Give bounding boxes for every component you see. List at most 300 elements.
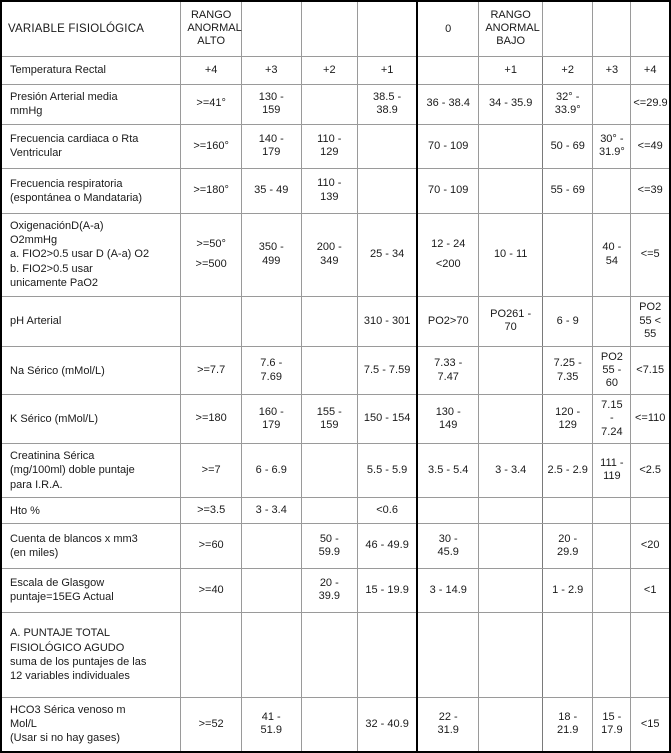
score-value-line: 7.15 (601, 398, 623, 411)
score-value-cell (417, 498, 479, 524)
score-value-cell (631, 84, 670, 124)
score-value-line: <2.5 (639, 463, 662, 476)
score-value-cell (358, 124, 418, 168)
score-value-cell (479, 395, 543, 443)
variable-label-cell (1, 524, 181, 568)
score-value-line: PO2 (639, 301, 662, 314)
score-value-line: 3 - 14.9 (429, 583, 467, 596)
score-value-cell (301, 169, 358, 213)
score-value-line: 29.9 (556, 545, 579, 558)
score-value-line: 349 (320, 254, 339, 267)
header-high-line1: RANGO (190, 9, 232, 22)
score-value-line: 50 - 69 (550, 139, 585, 152)
score-value-line (481, 721, 540, 728)
score-value-cell (358, 612, 418, 697)
score-value-line: 45.9 (437, 545, 459, 558)
score-value-line: 129 (558, 419, 577, 432)
score-value-cell (417, 612, 479, 697)
score-value-cell (241, 612, 301, 697)
variable-label-line: OxigenaciónD(A-a) (10, 219, 104, 232)
header-group-rango-anormal-alto (181, 1, 242, 56)
score-value-cell (593, 213, 631, 296)
score-value-cell (593, 347, 631, 395)
score-value-line: 6 - 9 (556, 314, 579, 327)
score-value-line: 25 - 34 (369, 247, 405, 260)
variable-label-line: Frecuencia cardiaca o Rta (10, 133, 139, 146)
table-row (1, 524, 670, 568)
score-value-line: 22 - (438, 710, 458, 723)
score-value-line (420, 507, 476, 514)
score-value-cell (543, 347, 593, 395)
score-value-line: 21.9 (556, 724, 579, 737)
score-value-line: 5.5 - 5.9 (366, 463, 408, 476)
table-row (1, 84, 670, 124)
score-value-cell (417, 296, 479, 346)
score-value-line: 15 - 19.9 (365, 583, 409, 596)
score-value-line: <200 (435, 258, 461, 271)
score-value-line: 7.6 - (260, 357, 283, 370)
score-value-line (420, 251, 476, 258)
score-col-plus1-low: +1 (479, 56, 543, 84)
score-value-cell (181, 124, 242, 168)
score-value-cell (479, 568, 543, 612)
score-value-cell (543, 524, 593, 568)
score-value-cell (479, 124, 543, 168)
score-value-line: 129 (320, 146, 339, 159)
header-spacer-plus3 (241, 1, 301, 56)
score-value-cell (543, 124, 593, 168)
header-score-row (1, 56, 670, 84)
score-value-line (304, 101, 356, 108)
score-value-line: >=41° (196, 97, 226, 110)
score-value-line: 38.5 - (373, 90, 402, 103)
score-col-plus4-high: +4 (181, 56, 242, 84)
variable-label-line: para I.R.A. (10, 478, 63, 491)
score-value-cell (593, 169, 631, 213)
score-value-line: 10 - 11 (493, 247, 528, 260)
variable-label-line: Frecuencia respiratoria (10, 177, 123, 190)
score-value-cell (593, 498, 631, 524)
score-value-line: PO2 (600, 350, 623, 363)
score-value-line: 46 - 49.9 (365, 539, 409, 552)
variable-label-cell (1, 568, 181, 612)
score-value-cell (181, 395, 242, 443)
score-value-line: 179 (262, 419, 281, 432)
score-value-cell (631, 443, 670, 497)
score-value-line (595, 507, 628, 514)
score-value-line: 55 < (639, 314, 662, 327)
score-value-line: 7.33 - (434, 357, 463, 370)
score-value-line: 7.47 (437, 370, 459, 383)
variable-label-cell (1, 347, 181, 395)
score-value-line (360, 143, 414, 150)
table-row (1, 296, 670, 346)
score-value-line: 150 - 154 (363, 412, 411, 425)
score-col-plus3-high: +3 (241, 56, 301, 84)
score-value-cell (417, 697, 479, 752)
variable-label-line: Presión Arterial media (10, 90, 118, 103)
score-value-cell (631, 612, 670, 697)
header-high-line2: ANORMAL (187, 22, 242, 35)
score-value-cell (479, 612, 543, 697)
score-value-line: PO261 - (490, 307, 532, 320)
score-value-cell (631, 347, 670, 395)
score-value-cell (181, 568, 242, 612)
score-value-cell (593, 124, 631, 168)
variable-label-line: 12 variables individuales (10, 670, 130, 683)
score-value-cell (358, 443, 418, 497)
score-value-line (481, 651, 540, 658)
header-group-rango-anormal-bajo (479, 1, 543, 56)
score-value-line (633, 651, 667, 658)
score-value-line (595, 318, 628, 325)
score-value-cell (241, 498, 301, 524)
score-value-line (183, 651, 239, 658)
table-row (1, 213, 670, 296)
score-value-line (481, 187, 540, 194)
score-value-line: 6 - 6.9 (255, 463, 287, 476)
variable-label-line: (Usar si no hay gases) (10, 732, 121, 745)
score-value-line: 32° - (556, 90, 580, 103)
score-value-line: 159 (262, 104, 281, 117)
score-value-line (360, 187, 414, 194)
score-value-cell (241, 568, 301, 612)
variable-label-line: (espontánea o Mandataria) (10, 191, 143, 204)
score-value-line: 350 - (258, 241, 284, 254)
score-value-cell (301, 443, 358, 497)
score-value-line: >=52 (198, 717, 224, 730)
score-value-line: 3.5 - 5.4 (428, 463, 469, 476)
score-value-line: 140 - (258, 133, 284, 146)
score-value-cell (417, 124, 479, 168)
score-col-plus3-low: +3 (593, 56, 631, 84)
variable-label-line: Mol/L (10, 718, 37, 731)
score-value-cell (241, 347, 301, 395)
score-value-cell (543, 697, 593, 752)
score-value-line: 59.9 (318, 545, 341, 558)
score-value-line: >=3.5 (197, 503, 226, 516)
variable-label-line: Hto % (10, 504, 40, 517)
score-value-line: 3 - 3.4 (255, 503, 287, 516)
table-row (1, 347, 670, 395)
variable-label-cell (1, 169, 181, 213)
score-value-cell (358, 568, 418, 612)
score-value-cell (181, 443, 242, 497)
score-value-line: 54 (605, 254, 618, 267)
score-value-cell (543, 395, 593, 443)
table-header (1, 1, 670, 84)
variable-label-line: b. FIO2>0.5 usar (10, 262, 93, 275)
score-value-line: 3 - 3.4 (495, 463, 527, 476)
score-value-line: 30 - (438, 532, 458, 545)
score-value-cell (241, 213, 301, 296)
score-value-cell (479, 697, 543, 752)
score-value-cell (181, 169, 242, 213)
score-value-line (595, 587, 628, 594)
table-row (1, 612, 670, 697)
score-value-cell (543, 169, 593, 213)
score-value-line: 32 - 40.9 (365, 717, 409, 730)
score-value-cell (301, 84, 358, 124)
variable-label-cell (1, 612, 181, 697)
header-variable-label: VARIABLE FISIOLÓGICA (1, 1, 181, 56)
score-value-line (481, 416, 540, 423)
header-low-line1: RANGO (490, 9, 531, 22)
score-value-line (360, 651, 414, 658)
score-value-line: >=160° (193, 139, 229, 152)
score-value-cell (593, 568, 631, 612)
variable-label-cell (1, 296, 181, 346)
score-value-line (595, 101, 628, 108)
score-value-cell (417, 84, 479, 124)
score-value-line: 40 - (602, 241, 622, 254)
table-row (1, 443, 670, 497)
score-value-line: 110 - (317, 177, 342, 190)
score-value-line (304, 721, 356, 728)
header-zero-label: 0 (417, 1, 479, 56)
score-value-line: 31.9 (437, 724, 459, 737)
variable-label-line: a. FIO2>0.5 usar D (A-a) O2 (10, 248, 150, 261)
score-value-cell (358, 524, 418, 568)
variable-label-line: Cuenta de blancos x mm3 (10, 532, 138, 545)
score-value-line: 39.9 (318, 590, 341, 603)
score-value-line: >=7 (201, 463, 221, 476)
variable-label-cell (1, 697, 181, 752)
variable-label-line: suma de los puntajes de las (10, 655, 147, 668)
variable-label-cell (1, 213, 181, 296)
score-value-cell (593, 395, 631, 443)
score-value-line: 130 - (258, 90, 284, 103)
score-value-line: 7.35 (556, 370, 579, 383)
score-value-line: >=500 (195, 258, 227, 271)
score-value-line: 1 - 2.9 (552, 583, 584, 596)
table-row (1, 124, 670, 168)
score-value-line (183, 318, 239, 325)
variable-label-line: Ventricular (10, 147, 62, 160)
score-value-line: 51.9 (260, 724, 282, 737)
score-value-cell (301, 213, 358, 296)
variable-label-line: K Sérico (mMol/L) (10, 412, 99, 425)
score-value-line: 34 - 35.9 (488, 97, 533, 110)
score-value-line: <7.15 (636, 364, 665, 376)
score-value-line: 499 (262, 254, 281, 267)
score-value-line: >=7.7 (197, 364, 226, 376)
score-value-cell (631, 213, 670, 296)
score-value-cell (358, 169, 418, 213)
score-value-line (304, 507, 356, 514)
score-value-line: <=49 (637, 139, 663, 152)
score-value-line: 60 (605, 377, 618, 390)
score-value-line: 70 - 109 (428, 184, 469, 197)
variable-label-line: O2mmHg (10, 234, 58, 247)
score-value-cell (358, 395, 418, 443)
score-value-line: 130 - (435, 405, 461, 418)
score-value-cell (181, 697, 242, 752)
score-value-cell (417, 524, 479, 568)
score-value-cell (241, 169, 301, 213)
table-row (1, 498, 670, 524)
score-value-line: <=29.9 (633, 97, 668, 110)
variable-label-line: FISIOLÓGICO AGUDO (10, 641, 125, 654)
score-value-cell (479, 296, 543, 346)
score-value-line (244, 651, 299, 658)
score-value-line (595, 651, 628, 658)
score-value-cell (631, 169, 670, 213)
variable-label-line: A. PUNTAJE TOTAL (10, 627, 111, 640)
score-value-line: 55 - (602, 364, 622, 376)
score-value-cell (417, 395, 479, 443)
score-value-line: <=5 (640, 247, 660, 260)
score-value-line: 33.9° (554, 104, 581, 117)
score-value-line: >=60 (198, 539, 224, 552)
score-value-cell (358, 296, 418, 346)
header-spacer-plus2-low (543, 1, 593, 56)
header-spacer-plus4-low (631, 1, 670, 56)
variable-label-line: (en miles) (10, 546, 59, 559)
score-value-cell (543, 568, 593, 612)
score-value-cell (543, 213, 593, 296)
score-value-line: 7.69 (260, 370, 282, 383)
score-value-cell (241, 84, 301, 124)
variable-label-line: pH Arterial (10, 315, 62, 328)
header-low-line3: BAJO (496, 35, 526, 48)
score-value-line: <=39 (637, 184, 663, 197)
score-value-line: 160 - (258, 405, 284, 418)
score-value-line: >=40 (198, 583, 224, 596)
score-value-line: - (610, 412, 614, 425)
score-value-cell (631, 524, 670, 568)
score-value-line: <0.6 (376, 503, 398, 516)
score-value-line: 149 (439, 419, 458, 432)
table-row (1, 568, 670, 612)
score-value-line (481, 367, 540, 374)
score-value-line: 200 - (316, 241, 342, 254)
score-value-line (304, 467, 356, 474)
score-value-cell (358, 347, 418, 395)
score-value-cell (417, 347, 479, 395)
score-value-line (244, 587, 299, 594)
variable-label-cell (1, 395, 181, 443)
score-value-cell (593, 612, 631, 697)
score-value-line: 7.5 - 7.59 (363, 364, 411, 376)
score-value-cell (241, 524, 301, 568)
score-value-cell (301, 347, 358, 395)
score-value-cell (358, 213, 418, 296)
score-value-cell (181, 347, 242, 395)
variable-label-cell (1, 498, 181, 524)
score-value-line: <20 (640, 539, 660, 552)
score-value-cell (417, 213, 479, 296)
score-value-cell (301, 524, 358, 568)
score-value-line: 18 - (558, 710, 578, 723)
score-value-cell (593, 296, 631, 346)
score-value-cell (631, 395, 670, 443)
score-value-cell (543, 296, 593, 346)
variable-label-line: puntaje=15EG Actual (10, 591, 114, 604)
score-value-line: 159 (320, 419, 339, 432)
score-value-cell (181, 296, 242, 346)
score-value-line (304, 318, 356, 325)
score-value-line: 50 - (319, 532, 339, 545)
score-value-line: 38.9 (376, 104, 398, 117)
header-low-line2: ANORMAL (485, 22, 540, 35)
score-value-cell (593, 84, 631, 124)
score-value-cell (301, 697, 358, 752)
score-value-line (481, 143, 540, 150)
score-value-cell (631, 124, 670, 168)
score-value-cell (479, 498, 543, 524)
score-value-line: 7.24 (601, 425, 623, 438)
score-value-line (183, 251, 239, 258)
score-value-line (481, 587, 540, 594)
score-value-line (633, 507, 667, 514)
score-value-line: 15 - (602, 710, 622, 723)
score-value-line: 55 - 69 (550, 184, 585, 197)
score-value-line: 70 (504, 321, 517, 334)
score-value-line: 111 - (600, 457, 624, 470)
score-value-line (304, 651, 356, 658)
score-value-line: 35 - 49 (254, 184, 289, 197)
variable-label-line: Escala de Glasgow (10, 577, 105, 589)
score-value-cell (241, 296, 301, 346)
score-value-cell (417, 568, 479, 612)
score-value-line: 310 - 301 (363, 314, 411, 327)
score-value-cell (479, 169, 543, 213)
score-value-line: 110 - (317, 133, 342, 146)
score-value-cell (479, 524, 543, 568)
row-label-temperatura-rectal: Temperatura Rectal (1, 56, 181, 84)
score-value-cell (181, 213, 242, 296)
score-value-line: 36 - 38.4 (426, 97, 470, 110)
score-value-line: 20 - (319, 576, 339, 589)
variable-label-line: Na Sérico (mMol/L) (10, 364, 105, 377)
score-value-line: >=50° (196, 237, 226, 250)
score-col-plus4-low: +4 (631, 56, 670, 84)
score-value-cell (241, 443, 301, 497)
score-value-cell (301, 395, 358, 443)
header-spacer-plus2 (301, 1, 358, 56)
score-value-cell (479, 347, 543, 395)
score-value-cell (358, 84, 418, 124)
score-value-cell (479, 84, 543, 124)
score-value-cell (593, 524, 631, 568)
score-value-cell (543, 498, 593, 524)
score-value-cell (417, 169, 479, 213)
variable-label-cell (1, 84, 181, 124)
variable-label-line: unicamente PaO2 (10, 277, 99, 289)
score-value-line: >=180 (195, 412, 227, 425)
score-value-line: <15 (640, 717, 660, 730)
table-row (1, 697, 670, 752)
score-value-line: <=110 (634, 412, 666, 425)
score-value-cell (543, 84, 593, 124)
score-value-cell (543, 612, 593, 697)
score-value-line: 2.5 - 2.9 (547, 463, 588, 476)
score-value-line: 70 - 109 (428, 139, 469, 152)
score-value-line: 119 (603, 470, 621, 483)
score-value-line (304, 367, 356, 374)
score-value-line (420, 651, 476, 658)
score-col-plus1-high: +1 (358, 56, 418, 84)
table-row (1, 169, 670, 213)
score-value-line (545, 651, 590, 658)
score-value-line (545, 507, 590, 514)
score-value-cell (479, 213, 543, 296)
score-value-cell (631, 568, 670, 612)
score-value-cell (593, 443, 631, 497)
score-value-line: 55 (644, 328, 657, 341)
score-value-line: 120 - (555, 405, 581, 418)
